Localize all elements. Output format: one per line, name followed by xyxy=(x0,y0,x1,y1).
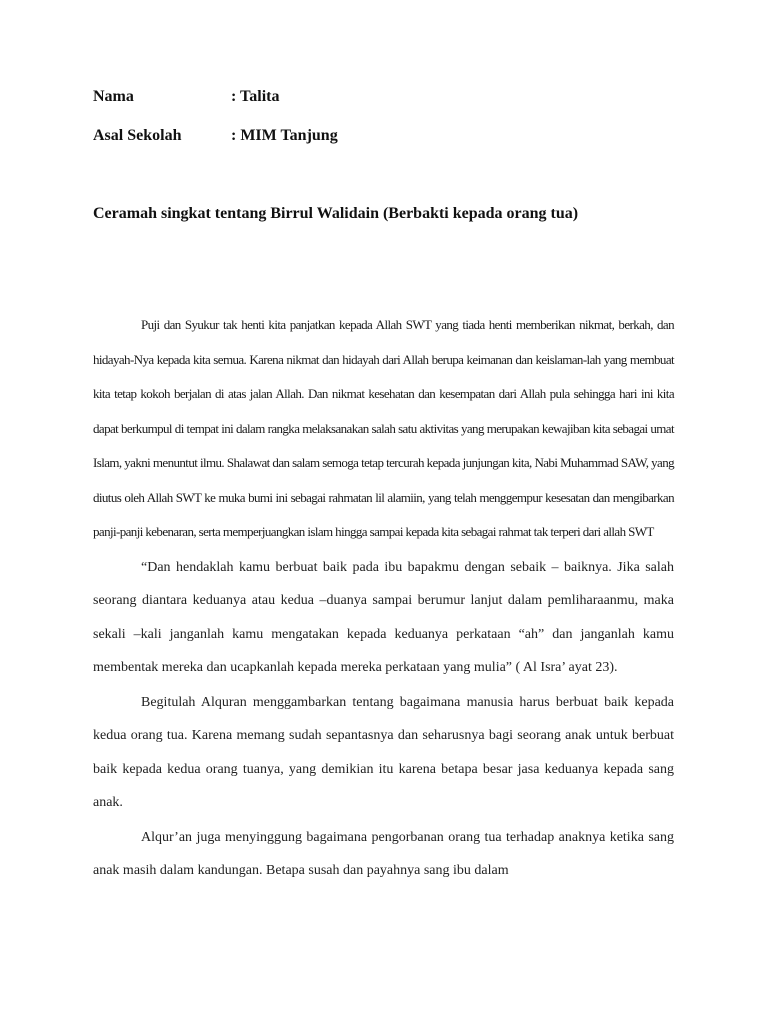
name-label: Nama xyxy=(93,88,134,105)
paragraph-quran-quote: “Dan hendaklah kamu berbuat baik pada ibu bapakmu dengan sebaik – baiknya. Jika salah seorang diantara keduanya atau kedua –duanya sampai berumur lanjut dalam pemliharaanmu, maka sekali –kali janganlah kamu mengatakan kepada keduanya perkataan “ah” dan janganlah kamu membentak mereka dan ucapkanlah kepada mereka perkataan yang mulia” ( Al Isra’ ayat 23). xyxy=(93,559,674,675)
document-body xyxy=(93,308,674,889)
paragraph-sacrifice: Alqur’an juga menyinggung bagaimana pengorbanan orang tua terhadap anaknya ketika sang anak masih dalam kandungan. Betapa susah dan payahnya sang ibu dalam xyxy=(93,829,674,878)
paragraph-explanation: Begitulah Alquran menggambarkan tentang bagaimana manusia harus berbuat baik kepada kedua orang tua. Karena memang sudah sepantasnya dan seharusnya bagi seorang anak untuk berbuat baik kepada kedua orang tuanya, yang demikian itu karena betapa besar jasa keduanya kepada sang anak. xyxy=(93,694,674,810)
document-title: Ceramah singkat tentang Birrul Walidain (Berbakti kepada orang tua) xyxy=(93,205,579,222)
name-value: : Talita xyxy=(231,88,280,105)
school-label: Asal Sekolah xyxy=(93,127,182,144)
paragraph-opening: Puji dan Syukur tak henti kita panjatkan kepada Allah SWT yang tiada henti memberikan nikmat, berkah, dan hidayah-Nya kepada kita semua. Karena nikmat dan hidayah dari Allah berupa keimanan dan keislaman-lah yang membuat kita tetap kokoh berjalan di atas jalan Allah. Dan nikmat kesehatan dan kesempatan dari Allah pula sehingga hari ini kita dapat berkumpul di tempat ini dalam rangka melaksanakan salah satu aktivitas yang merupakan kewajiban kita sebagai umat Islam, yakni menuntut ilmu. Shalawat dan salam semoga tetap tercurah kepada junjungan kita, Nabi Muhammad SAW, yang diutus oleh Allah SWT ke muka bumi ini sebagai rahmatan lil alamiin, yang telah menggempur kesesatan dan mengibarkan panji-panji kebenaran, serta memperjuangkan islam hingga sampai kepada kita sebagai rahmat tak terperi dari allah SWT xyxy=(93,317,674,539)
school-value: : MIM Tanjung xyxy=(231,127,338,144)
